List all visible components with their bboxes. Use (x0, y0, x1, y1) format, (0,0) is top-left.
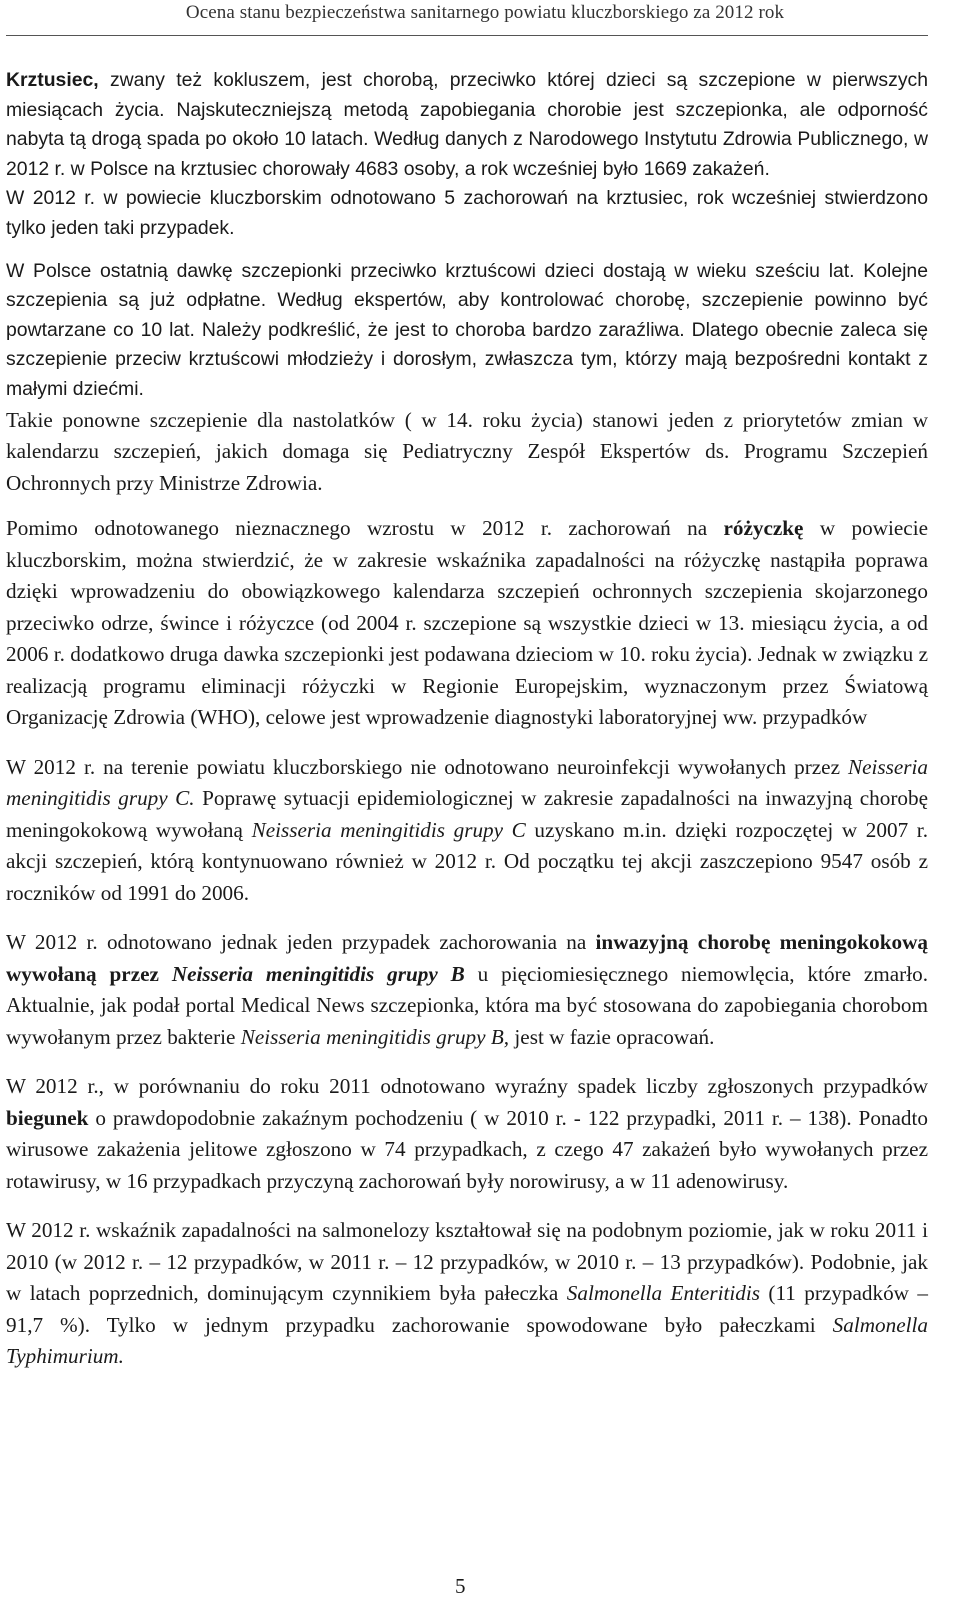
rozyczka-term: różyczkę (723, 516, 804, 541)
biegunki-text-2: o prawdopodobnie zakaźnym pochodzeniu ( w 2010 r. - 122 przypadki, 2011 r. – 138). Ponadto wirusowe zakażenia jelitowe zgłoszono w 74 przypadkach, z czego 47 zakażeń było wywołanych przez rotawirusy, w 16 przypadkach przyczyną zachorowań były norowirusy, a w 11 adenowirusy. (6, 1105, 928, 1193)
meningo-c-text-1: W 2012 r. na terenie powiatu kluczborskiego nie odnotowano neuroinfekcji wywołanych przez (6, 754, 848, 779)
salmonella-paragraph (6, 1215, 928, 1373)
meningo-c-species-1: Neisseria meningitidis grupy C. (6, 754, 928, 811)
biegunki-text-1: W 2012 r., w porównaniu do roku 2011 odnotowano wyraźny spadek liczby zgłoszonych przypadków (6, 1074, 928, 1099)
header-rule (6, 35, 928, 36)
meningo-b-text-2: u pięciomiesięcznego niemowlęcia, które zmarło. Aktualnie, jak podał portal Medical News szczepionka, która ma być stosowana do zapobiegania chorobom wywołanym przez bakterie (6, 961, 929, 1049)
meningo-c-text-2: Poprawę sytuacji epidemiologicznej w zakresie zapadalności na inwazyjną chorobę meningokokową wywołaną (6, 786, 928, 842)
document-body (6, 66, 928, 1373)
krztusiec-paragraph-4: Takie ponowne szczepienie dla nastolatków ( w 14. roku życia) stanowi jeden z priorytetów zmian w kalendarzu szczepień, jakich domaga się Pediatryczny Zespół Ekspertów ds. Programu Szczepień Ochronnych przy Ministrze Zdrowia. (6, 407, 928, 495)
meningo-c-species-2: Neisseria meningitidis grupy C (251, 817, 526, 842)
salmonella-species-1: Salmonella Enteritidis (566, 1281, 760, 1306)
rozyczka-paragraph (6, 513, 928, 734)
krztusiec-paragraph-1 (6, 66, 928, 184)
krztusiec-term: Krztusiec, (6, 69, 99, 91)
meningo-b-text-1: W 2012 r. odnotowano jednak jeden przypadek zachorowania na (6, 930, 596, 955)
salmonella-text-1: W 2012 r. wskaźnik zapadalności na salmonelozy kształtował się na podobnym poziomie, jak w roku 2011 i 2010 (w 2012 r. – 12 przypadków, w 2011 r. – 12 przypadków, w 2010 r. – 13 przypadków). Podobnie, jak w latach poprzednich, dominującym czynnikiem była pałeczka (6, 1218, 928, 1306)
meningo-b-bold: inwazyjną chorobę meningokokową wywołaną przez (6, 930, 928, 986)
rozyczka-text-1: Pomimo odnotowanego nieznacznego wzrostu w 2012 r. zachorowań na (6, 516, 724, 541)
meningo-c-text-3: uzyskano m.in. dzięki rozpoczętej w 2007 r. akcji szczepień, którą kontynuowano również w 2012 r. Od początku tej akcji zaszczepiono 9547 osób z roczników od 1991 do 2006. (6, 817, 928, 905)
salmonella-text-2: (11 przypadków – 91,7 %). Tylko w jednym przypadku zachorowanie spowodowane było pałeczkami (6, 1281, 928, 1337)
krztusiec-paragraph-3: W Polsce ostatnią dawkę szczepionki przeciwko krztuścowi dzieci dostają w wieku sześciu lat. Kolejne szczepienia są już odpłatne. Według ekspertów, aby kontrolować chorobę, szczepienie powinno być powtarzane co 10 lat. Należy podkreślić, że jest to choroba bardzo zaraźliwa. Dlatego obecnie zaleca się szczepienie przeciw krztuścowi młodzieży i dorosłym, zwłaszcza tym, którzy mają bezpośredni kontakt z małymi dziećmi. (6, 259, 928, 400)
meningo-b-text-3: jest w fazie opracowań. (509, 1024, 715, 1049)
salmonella-species-2: Salmonella Typhimurium. (6, 1312, 928, 1369)
running-header: Ocena stanu bezpieczeństwa sanitarnego powiatu kluczborskiego za 2012 rok (185, 2, 785, 23)
krztusiec-p1-text: zwany też kokluszem, jest chorobą, przeciwko której dzieci są szczepione w pierwszych miesiącach życia. Najskuteczniejszą metodą zapobiegania chorobie jest szczepionka, ale odporność nabyta tą drogą spada po około 10 latach. Według danych z Narodowego Instytutu Zdrowia Publicznego, w 2012 r. w Polsce na krztusiec chorowały 4683 osoby, a rok wcześniej było 1669 zakażeń. (6, 69, 928, 180)
meningo-b-paragraph (6, 927, 928, 1053)
rozyczka-text-2: w powiecie kluczborskim, można stwierdzić, że w zakresie wskaźnika zapadalności na różyczkę nastąpiła poprawa dzięki wprowadzeniu do obowiązkowego kalendarza szczepień ochronnych szczepienia skojarzonego przeciwko odrze, śwince i różyczce (od 2004 r. szczepione są wszystkie dzieci w 13. miesiącu życia, a od 2006 r. dodatkowo druga dawka szczepionki jest podawana dzieciom w 10. roku życia). Jednak w związku z realizacją programu eliminacji różyczki w Regionie Europejskim, wyznaczonym przez Światową Organizację Zdrowia (WHO), celowe jest wprowadzenie diagnostyki laboratoryjnej ww. przypadków (6, 516, 928, 730)
meningo-c-paragraph (6, 752, 928, 910)
krztusiec-paragraph-2: W 2012 r. w powiecie kluczborskim odnotowano 5 zachorowań na krztusiec, rok wcześniej stwierdzono tylko jeden taki przypadek. (6, 187, 928, 239)
meningo-b-species: Neisseria meningitidis grupy B, (240, 1024, 510, 1049)
biegunki-paragraph (6, 1071, 928, 1197)
biegunki-term: biegunek (6, 1105, 89, 1130)
page-number: 5 (455, 1574, 466, 1598)
meningo-b-species-bold: Neisseria meningitidis grupy B (171, 961, 465, 986)
